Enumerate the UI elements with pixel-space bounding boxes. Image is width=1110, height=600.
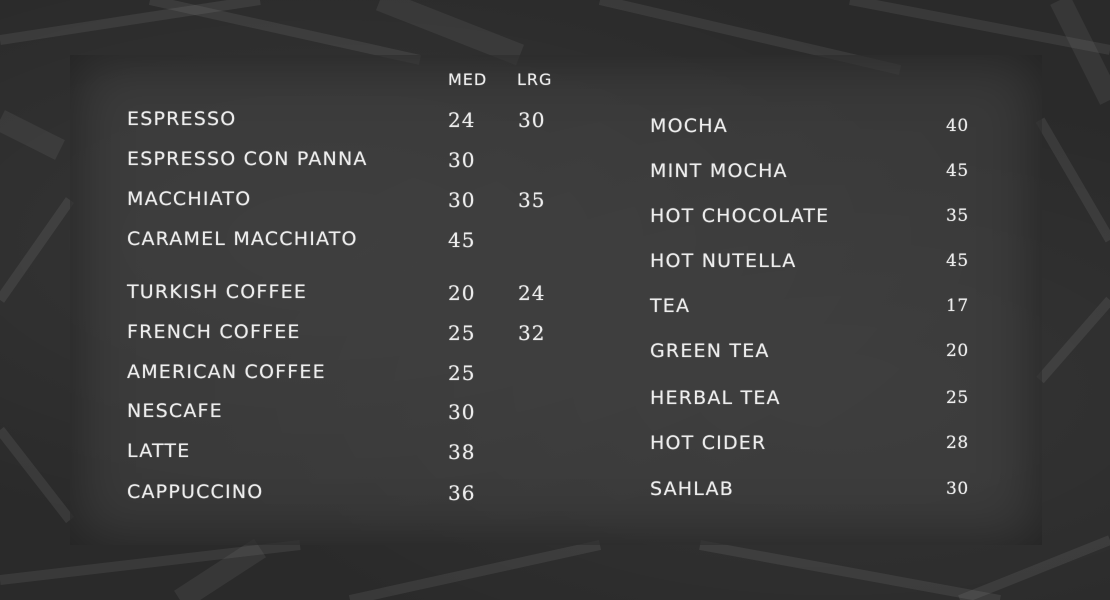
menu-item-name: GREEN TEA bbox=[650, 340, 770, 362]
menu-item-name: MINT MOCHA bbox=[650, 160, 788, 182]
menu-item-name: TURKISH COFFEE bbox=[127, 281, 308, 303]
menu-item-price-lrg: 24 bbox=[518, 281, 546, 305]
menu-item-price-med: 24 bbox=[448, 108, 476, 132]
header-med: MED bbox=[448, 70, 488, 89]
menu-item-name: TEA bbox=[650, 295, 691, 317]
menu-item-name: FRENCH COFFEE bbox=[127, 321, 301, 343]
menu-item-name: AMERICAN COFFEE bbox=[127, 361, 326, 383]
menu-item-price-med: 30 bbox=[448, 400, 476, 424]
menu-item-name: HERBAL TEA bbox=[650, 387, 781, 409]
menu-item-name: MACCHIATO bbox=[127, 188, 252, 210]
menu-item-price: 25 bbox=[946, 388, 969, 408]
menu-item-price-lrg: 35 bbox=[518, 188, 546, 212]
menu-item-name: SAHLAB bbox=[650, 478, 734, 500]
menu-item-name: NESCAFE bbox=[127, 400, 223, 422]
menu-item-price-lrg: 32 bbox=[518, 321, 546, 345]
menu-item-name: ESPRESSO CON PANNA bbox=[127, 148, 368, 170]
menu-item-price: 45 bbox=[946, 251, 969, 271]
menu-item-price-med: 25 bbox=[448, 321, 476, 345]
menu-item-name: MOCHA bbox=[650, 115, 728, 137]
menu-item-price: 40 bbox=[946, 116, 969, 136]
menu-item-price: 20 bbox=[946, 341, 969, 361]
menu-item-name: HOT CHOCOLATE bbox=[650, 205, 830, 227]
menu-item-price-med: 30 bbox=[448, 188, 476, 212]
menu-item-price: 30 bbox=[946, 479, 969, 499]
menu-item-price-med: 25 bbox=[448, 361, 476, 385]
menu-item-price-lrg: 30 bbox=[518, 108, 546, 132]
menu-item-price: 45 bbox=[946, 161, 969, 181]
menu-item-price-med: 30 bbox=[448, 148, 476, 172]
menu-item-price: 28 bbox=[946, 433, 969, 453]
menu-item-name: HOT NUTELLA bbox=[650, 250, 797, 272]
menu-item-price-med: 20 bbox=[448, 281, 476, 305]
menu-item-price-med: 45 bbox=[448, 228, 476, 252]
menu-item-price: 35 bbox=[946, 206, 969, 226]
menu-item-name: ESPRESSO bbox=[127, 108, 237, 130]
menu-item-name: CARAMEL MACCHIATO bbox=[127, 228, 358, 250]
menu-item-name: HOT CIDER bbox=[650, 432, 767, 454]
menu-item-price-med: 36 bbox=[448, 481, 476, 505]
header-lrg: LRG bbox=[517, 70, 553, 89]
menu-item-name: LATTE bbox=[127, 440, 191, 462]
menu-item-name: CAPPUCCINO bbox=[127, 481, 264, 503]
menu-item-price-med: 38 bbox=[448, 440, 476, 464]
menu-item-price: 17 bbox=[946, 296, 969, 316]
